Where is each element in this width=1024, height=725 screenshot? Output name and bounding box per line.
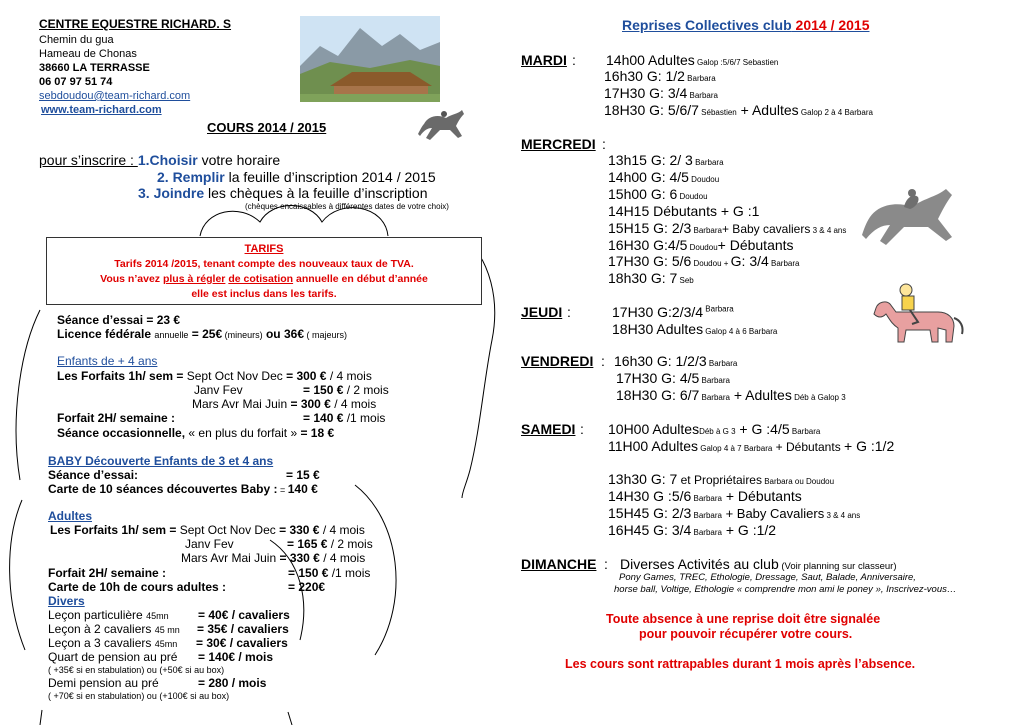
tarifs-l2e: annuelle en début d’année bbox=[293, 273, 428, 285]
mardi-1: 14h00 Adultes bbox=[606, 52, 695, 68]
adultes-forfait-period-3: Mars Avr Mai Juin bbox=[181, 551, 277, 565]
quart-pension-price: = 140€ / mois bbox=[198, 650, 274, 664]
step-1-text: votre horaire bbox=[197, 152, 281, 168]
inscription-intro: pour s’inscrire : bbox=[39, 152, 138, 168]
website-link[interactable]: www.team-richard.com bbox=[41, 104, 162, 116]
day-mardi: MARDI bbox=[521, 52, 567, 68]
mardi-3-note: Barbara bbox=[687, 91, 718, 100]
adultes-forfait-unit-3: / 4 mois bbox=[319, 551, 366, 565]
licence-price-major: ou 36€ bbox=[262, 327, 304, 341]
lecon-2-price: = 35€ / cavaliers bbox=[197, 622, 289, 636]
adultes-2h-unit: /1 mois bbox=[328, 566, 371, 580]
address-line-1: Chemin du gua bbox=[39, 34, 114, 46]
mercredi-8-note: Seb bbox=[677, 276, 694, 285]
notice-recuperer: pour pouvoir récupérer votre cours. bbox=[639, 627, 853, 641]
tarifs-line-3: elle est inclus dans les tarifs. bbox=[191, 288, 337, 300]
enfants-forfait-unit-2: / 2 mois bbox=[343, 383, 389, 397]
mardi-3: 17H30 G: 3/4 bbox=[604, 85, 688, 101]
samedi-2-debutants: + Débutants bbox=[772, 440, 845, 454]
occasionnelle-note: « en plus du forfait » bbox=[185, 426, 301, 440]
vendredi-3-adultes: + Adultes bbox=[729, 387, 792, 403]
samedi-5-baby-note: 3 & 4 ans bbox=[824, 511, 861, 520]
samedi-5-note: Barbara bbox=[691, 511, 722, 520]
licence-label: Licence fédérale bbox=[57, 327, 155, 341]
adultes-title: Adultes bbox=[48, 509, 93, 523]
enfants-forfait-period-1: Sept Oct Nov Dec bbox=[186, 369, 283, 383]
enfants-forfait-unit-3: / 4 mois bbox=[330, 397, 377, 411]
samedi-1-note: Déb à G 3 bbox=[699, 427, 736, 436]
horse-jumper-icon bbox=[860, 185, 958, 251]
mardi-4-adultes: + Adultes bbox=[736, 102, 799, 118]
samedi-4: 14H30 G :5/6 bbox=[608, 488, 692, 504]
mardi-4-note: Sébastien bbox=[698, 108, 737, 117]
mardi-2: 16h30 G: 1/2 bbox=[604, 68, 685, 84]
divers-title: Divers bbox=[48, 594, 85, 608]
adultes-forfait-period-1: Sept Oct Nov Dec bbox=[179, 523, 276, 537]
samedi-5: 15H45 G: 2/3 bbox=[608, 505, 692, 521]
stable-photo bbox=[300, 16, 440, 102]
adultes-2h-label: Forfait 2H/ semaine : bbox=[48, 566, 167, 580]
mercredi-5: 15H15 G: 2/3 bbox=[608, 220, 692, 236]
baby-carte-label: Carte de 10 séances découvertes Baby : bbox=[48, 482, 278, 496]
phone-number: 06 07 97 51 74 bbox=[39, 76, 113, 88]
mercredi-5-note: Barbara bbox=[691, 226, 722, 235]
mercredi-1: 13h15 G: 2/ 3 bbox=[608, 152, 693, 168]
baby-carte-price: 140 € bbox=[287, 482, 318, 496]
dimanche-planning-note: (Voir planning sur classeur) bbox=[778, 561, 897, 572]
samedi-4-note: Barbara bbox=[691, 494, 722, 503]
samedi-6-note: Barbara bbox=[691, 528, 722, 537]
lecon-2-duration: 45 mn bbox=[154, 625, 180, 635]
enfants-2h-price: = 140 € bbox=[303, 411, 344, 425]
enfants-forfait-unit-1: / 4 mois bbox=[326, 369, 372, 383]
tarifs-l2a: Vous n’avez bbox=[100, 273, 163, 285]
adultes-2h-price: = 150 € bbox=[288, 566, 329, 580]
occasionnelle-price: = 18 € bbox=[300, 426, 335, 440]
tarifs-line-2 bbox=[47, 272, 481, 287]
mercredi-2-note: Doudou bbox=[688, 175, 720, 184]
reprises-year: 2014 / 2015 bbox=[791, 17, 870, 33]
vendredi-3-adultes-note: Déb à Galop 3 bbox=[791, 393, 846, 402]
notice-absence: Toute absence à une reprise doit être signalée bbox=[606, 612, 881, 626]
notice-rattrapables: Les cours sont rattrapables durant 1 mois après l’absence. bbox=[565, 657, 916, 671]
samedi-4-debutants: + Débutants bbox=[721, 488, 802, 504]
samedi-3-proprietaires: et Propriétaires bbox=[677, 473, 762, 487]
enfants-forfait-price-1: = 300 € bbox=[282, 369, 327, 383]
adultes-carte-price: = 220€ bbox=[288, 580, 326, 594]
vendredi-1-note: Barbara bbox=[706, 359, 738, 368]
lecon-3-duration: 45mn bbox=[154, 639, 178, 649]
day-vendredi: VENDREDI bbox=[521, 353, 594, 369]
lecon-3-price: = 30€ / cavaliers bbox=[196, 636, 288, 650]
mercredi-8: 18h30 G: 7 bbox=[608, 270, 678, 286]
mercredi-7-g34-note: Barbara bbox=[768, 259, 800, 268]
tarifs-l2d: de cotisation bbox=[228, 273, 294, 285]
licence-minor-note: (mineurs) bbox=[222, 330, 263, 340]
lecon-particuliere-label: Leçon particulière bbox=[48, 608, 147, 622]
samedi-6: 16H45 G: 3/4 bbox=[608, 522, 692, 538]
address-line-2: Hameau de Chonas bbox=[39, 48, 137, 60]
samedi-5-baby: + Baby Cavaliers bbox=[721, 506, 825, 521]
demi-pension-label: Demi pension au pré bbox=[48, 676, 159, 690]
samedi-1-g45-note: Barbara bbox=[789, 427, 821, 436]
pony-rider-icon bbox=[868, 278, 964, 346]
mercredi-7-g34: G: 3/4 bbox=[730, 253, 769, 269]
adultes-forfait-label: Les Forfaits 1h/ sem = bbox=[50, 523, 180, 537]
mercredi-7: 17H30 G: 5/6 bbox=[608, 253, 692, 269]
email-link[interactable]: sebdoudou@team-richard.com bbox=[39, 90, 191, 102]
step-2-text: la feuille d’inscription 2014 / 2015 bbox=[224, 169, 436, 185]
quart-pension-note: ( +35€ si en stabulation) ou (+50€ si au box) bbox=[48, 665, 225, 675]
adultes-forfait-price-3: = 330 € bbox=[276, 551, 320, 565]
day-mercredi: MERCREDI bbox=[521, 136, 596, 152]
samedi-2-note: Galop 4 à 7 Barbara bbox=[698, 444, 773, 453]
enfants-forfait-period-3: Mars Avr Mai Juin bbox=[192, 397, 288, 411]
baby-essai-label: Séance d’essai: bbox=[48, 468, 139, 482]
samedi-1: 10H00 Adultes bbox=[608, 421, 700, 437]
day-dimanche: DIMANCHE bbox=[521, 556, 597, 572]
baby-title: BABY Découverte Enfants de 3 et 4 ans bbox=[48, 454, 274, 468]
lecon-particuliere-price: = 40€ / cavaliers bbox=[198, 608, 290, 622]
vendredi-1: 16h30 G: 1/2/3 bbox=[614, 353, 707, 369]
mercredi-1-note: Barbara bbox=[692, 158, 724, 167]
adultes-forfait-unit-2: / 2 mois bbox=[327, 537, 373, 551]
enfants-forfait-period-2: Janv Fev bbox=[194, 383, 243, 397]
enfants-2h-label: Forfait 2H/ semaine : bbox=[57, 411, 176, 425]
club-name: CENTRE EQUESTRE RICHARD. S bbox=[39, 17, 232, 31]
samedi-1-g45: + G :4/5 bbox=[735, 421, 790, 437]
horse-jump-icon bbox=[418, 108, 466, 142]
enfants-forfait-price-3: = 300 € bbox=[287, 397, 331, 411]
reprises-title: Reprises Collectives club bbox=[622, 17, 792, 33]
seance-essai: Séance d’essai = 23 € bbox=[57, 313, 181, 327]
enfants-title: Enfants de + 4 ans bbox=[57, 354, 158, 368]
adultes-forfait-price-2: = 165 € bbox=[287, 537, 328, 551]
step-3-text: les chèques à la feuille d’inscription bbox=[204, 185, 428, 201]
adultes-forfait-price-1: = 330 € bbox=[275, 523, 320, 537]
occasionnelle-label: Séance occasionnelle, bbox=[57, 426, 186, 440]
step-2-label: 2. Remplir bbox=[157, 169, 225, 185]
enfants-forfait-price-2: = 150 € bbox=[303, 383, 344, 397]
mardi-2-note: Barbara bbox=[684, 74, 716, 83]
adultes-forfait-period-2: Janv Fev bbox=[185, 537, 234, 551]
jeudi-1: 17H30 G:2/3/4 bbox=[612, 304, 704, 320]
lecon-3-label: Leçon a 3 cavaliers bbox=[48, 636, 155, 650]
dimanche-activites: Diverses Activités au club bbox=[620, 556, 779, 572]
samedi-2-g12: + G :1/2 bbox=[844, 438, 895, 454]
licence-price-minor: = 25€ bbox=[188, 327, 223, 341]
mercredi-3: 15h00 G: 6 bbox=[608, 186, 678, 202]
vendredi-2-note: Barbara bbox=[699, 376, 730, 385]
mercredi-5-baby-note: 3 & 4 ans bbox=[810, 226, 847, 235]
samedi-3: 13h30 G: 7 bbox=[608, 471, 678, 487]
tarifs-box bbox=[46, 237, 482, 305]
baby-essai-price: = 15 € bbox=[286, 468, 320, 482]
tarifs-title: TARIFS bbox=[244, 243, 284, 255]
samedi-3-note: Barbara ou Doudou bbox=[761, 477, 835, 486]
enfants-forfait-label: Les Forfaits 1h/ sem = bbox=[57, 369, 187, 383]
postal-address: 38660 LA TERRASSE bbox=[39, 62, 150, 74]
licence-major-note: ( majeurs) bbox=[304, 330, 348, 340]
mercredi-4: 14H15 Débutants + G :1 bbox=[608, 203, 760, 219]
mercredi-3-note: Doudou bbox=[677, 192, 708, 201]
mardi-4: 18H30 G: 5/6/7 bbox=[604, 102, 699, 118]
dimanche-activities-line-2: horse ball, Voltige, Ethologie « comprendre mon ami le poney », Inscrivez-vous… bbox=[614, 584, 957, 595]
samedi-2: 11H00 Adultes bbox=[608, 438, 699, 454]
step-3-label: 3. Joindre bbox=[138, 185, 205, 201]
day-jeudi: JEUDI bbox=[521, 304, 563, 320]
quart-pension-label: Quart de pension au pré bbox=[48, 650, 178, 664]
demi-pension-note: ( +70€ si en stabulation) ou (+100€ si au box) bbox=[48, 691, 230, 701]
jeudi-2-note: Galop 4 à 6 Barbara bbox=[703, 327, 778, 336]
jeudi-1-note: Barbara bbox=[703, 304, 734, 314]
samedi-6-g12: + G :1/2 bbox=[721, 522, 777, 538]
baby-carte-eq: = bbox=[277, 485, 288, 495]
vendredi-2: 17H30 G: 4/5 bbox=[616, 370, 700, 386]
licence-annuelle: annuelle bbox=[154, 330, 189, 340]
mercredi-6: 16H30 G:4/5 bbox=[608, 237, 688, 253]
adultes-forfait-unit-1: / 4 mois bbox=[319, 523, 365, 537]
adultes-carte-label: Carte de 10h de cours adultes : bbox=[48, 580, 227, 594]
mercredi-5-baby: + Baby cavaliers bbox=[721, 222, 811, 236]
vendredi-3-note: Barbara bbox=[699, 393, 730, 402]
cheque-note: (chèques encaissables à différentes dates de votre choix) bbox=[245, 202, 449, 211]
lecon-particuliere-duration: 45mn bbox=[146, 611, 169, 621]
mercredi-6-debutants: + Débutants bbox=[717, 237, 794, 253]
lecon-2-label: Leçon à 2 cavaliers bbox=[48, 622, 155, 636]
day-samedi: SAMEDI bbox=[521, 421, 576, 437]
tarifs-line-1: Tarifs 2014 /2015, tenant compte des nouveaux taux de TVA. bbox=[114, 258, 414, 270]
mercredi-2: 14h00 G: 4/5 bbox=[608, 169, 689, 185]
cours-title: COURS 2014 / 2015 bbox=[207, 120, 327, 135]
demi-pension-price: = 280 / mois bbox=[198, 676, 267, 690]
mercredi-6-note: Doudou bbox=[687, 243, 718, 252]
mardi-1-note: Galop :5/6/7 Sebastien bbox=[694, 58, 779, 67]
step-1-label: 1.Choisir bbox=[137, 152, 198, 168]
vendredi-3: 18H30 G: 6/7 bbox=[616, 387, 700, 403]
tarifs-l2b: plus à régler bbox=[162, 273, 226, 285]
jeudi-2: 18H30 Adultes bbox=[612, 321, 704, 337]
mardi-4-adultes-note: Galop 2 à 4 Barbara bbox=[798, 108, 873, 117]
mercredi-7-note: Doudou + bbox=[691, 259, 731, 268]
enfants-2h-unit: /1 mois bbox=[343, 411, 386, 425]
dimanche-activities-line-1: Pony Games, TREC, Ethologie, Dressage, Saut, Balade, Anniversaire, bbox=[619, 572, 916, 583]
